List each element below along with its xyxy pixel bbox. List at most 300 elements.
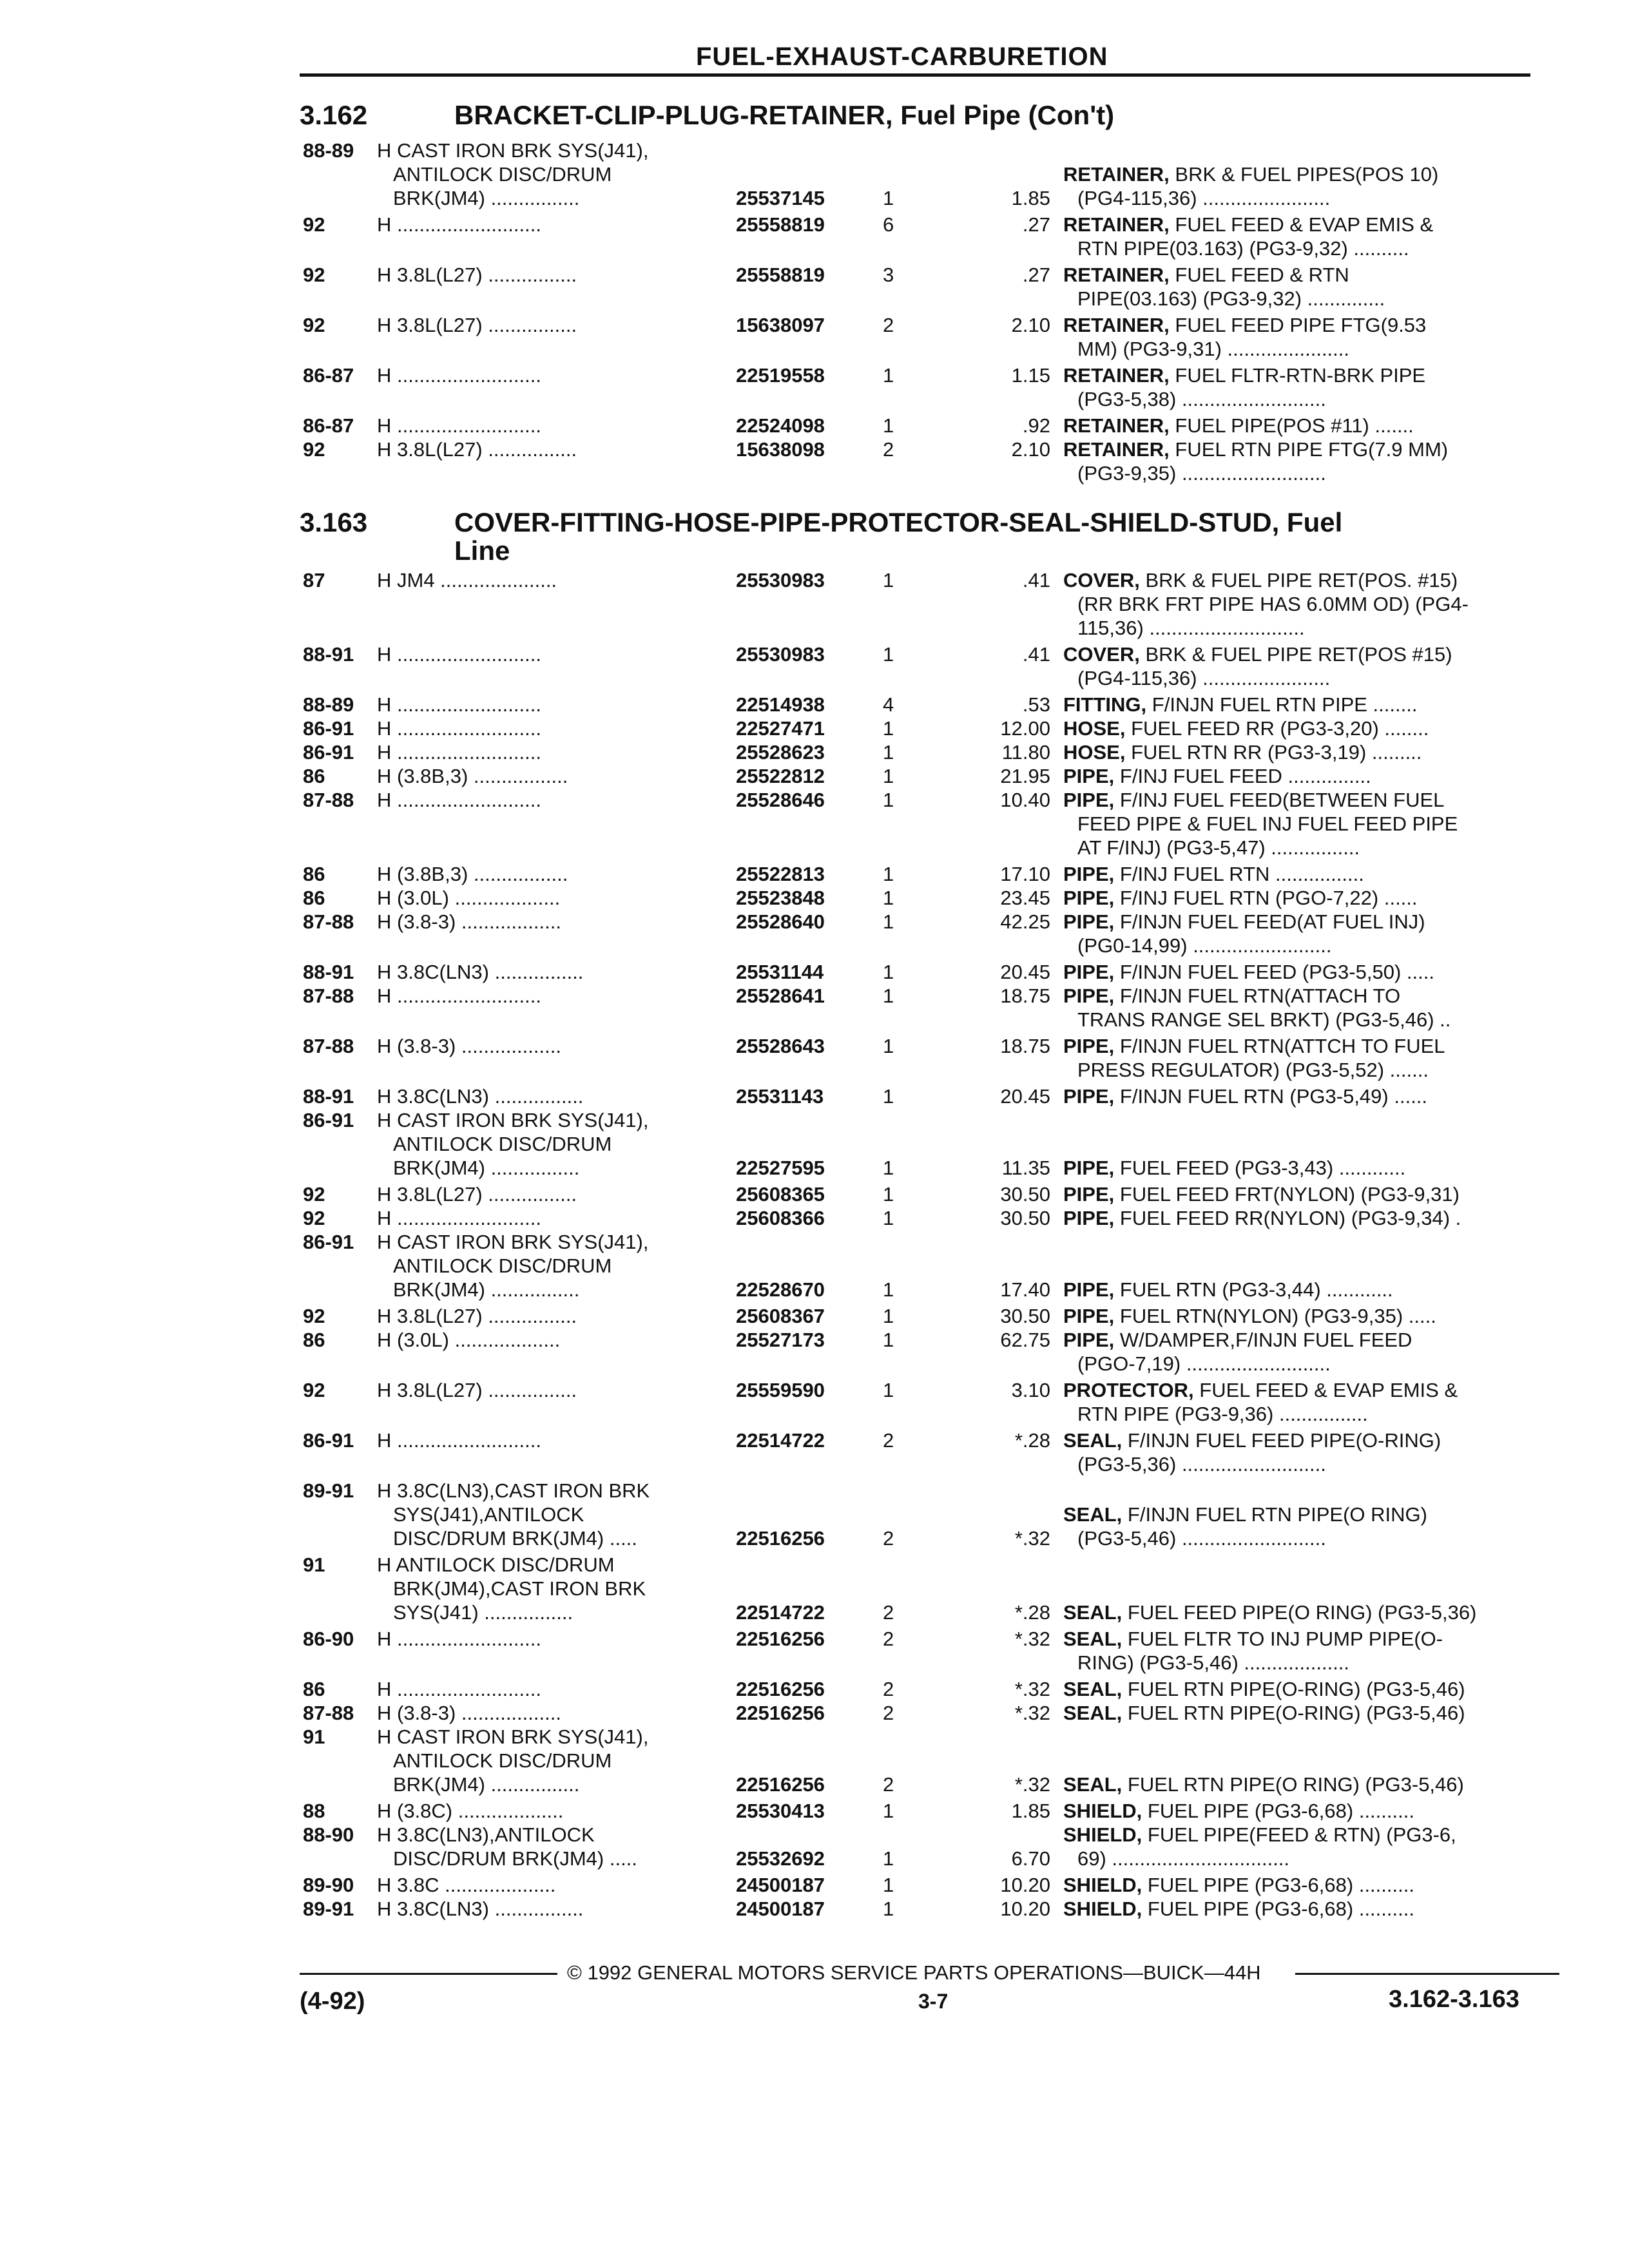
quantity: 2 [883,1601,894,1624]
part-number: 22528670 [736,1278,825,1301]
model-years: 87-88 [303,789,354,811]
usage-description: H 3.8C(LN3) ................ [377,1085,584,1108]
part-number: 22514722 [736,1429,825,1452]
part-row [303,693,1566,716]
part-detail: FUEL RTN(NYLON) (PG3-9,35) ..... [1119,1305,1436,1327]
part-name-description [1063,716,1429,740]
model-years: 86-90 [303,1628,354,1650]
model-years: 89-91 [303,1479,354,1502]
part-number: 25558819 [736,213,825,236]
part-detail: FUEL FEED & RTN [1175,264,1349,286]
price: 21.95 [1000,765,1050,787]
part-number: 25528623 [736,741,825,764]
price: *.32 [1014,1628,1050,1650]
model-years: 91 [303,1553,325,1576]
part-detail: F/INJN FUEL RTN(ATTCH TO FUEL [1119,1035,1445,1057]
part-name: HOSE, [1063,741,1126,764]
part-row [303,139,1566,210]
usage-description: H .......................... [377,717,541,740]
model-years: 86 [303,887,325,909]
part-number: 22516256 [736,1773,825,1796]
part-detail: FUEL FEED & EVAP EMIS & [1199,1379,1458,1401]
quantity: 1 [883,1898,894,1920]
part-number: 25522813 [736,863,825,885]
part-row [303,1378,1566,1426]
price: 10.40 [1000,789,1050,811]
part-number: 24500187 [736,1898,825,1920]
model-years: 87-88 [303,985,354,1007]
part-detail: F/INJN FUEL FEED (PG3-5,50) ..... [1119,961,1434,983]
part-row [303,910,1566,957]
model-years: 88-91 [303,643,354,666]
usage-description: H (3.8-3) .................. [377,910,561,933]
part-name: SHIELD, [1063,1823,1142,1846]
quantity: 1 [883,1329,894,1351]
usage-description: H 3.8L(L27) ................ [377,1183,577,1206]
price: 2.10 [1011,438,1050,461]
part-row [303,862,1566,886]
part-row [303,1108,1566,1180]
price: .92 [1022,414,1050,437]
part-name-description [1063,1600,1476,1624]
part-name-description [1063,1328,1412,1352]
part-name: SEAL, [1063,1429,1123,1452]
part-name-description [1063,1378,1458,1402]
model-years: 91 [303,1725,325,1748]
part-row [303,1479,1566,1550]
part-number: 25528640 [736,910,825,933]
part-detail: FUEL FEED & EVAP EMIS & [1175,213,1434,236]
usage-description: H CAST IRON BRK SYS(J41), [377,1725,649,1748]
part-row [303,740,1566,764]
usage-description: BRK(JM4) ................ [393,1157,580,1179]
model-years: 92 [303,264,325,286]
quantity: 1 [883,1305,894,1327]
part-name-description [1063,1156,1405,1180]
part-name-description [1063,886,1418,910]
part-description-cont: PIPE(03.163) (PG3-9,32) .............. [1077,287,1385,310]
part-name-description [1063,788,1444,812]
part-name: RETAINER, [1063,163,1170,186]
usage-description: H .......................... [377,693,541,716]
section-title [454,100,1114,131]
section-heading [300,507,1342,566]
part-description-cont: (PG3-5,46) .......................... [1077,1527,1326,1550]
part-description-cont: (PG3-5,38) .......................... [1077,388,1326,410]
part-detail: FUEL PIPE (PG3-6,68) .......... [1147,1898,1414,1920]
price: .27 [1022,264,1050,286]
part-number: 25531143 [736,1085,824,1108]
part-name: SEAL, [1063,1702,1123,1724]
part-number: 25530413 [736,1800,825,1822]
price: *.32 [1014,1702,1050,1724]
part-detail: F/INJ FUEL FEED ............... [1119,765,1371,787]
usage-description: H CAST IRON BRK SYS(J41), [377,1109,649,1131]
part-description-cont: TRANS RANGE SEL BRKT) (PG3-5,46) .. [1077,1008,1451,1031]
part-name: RETAINER, [1063,438,1170,461]
part-name-description [1063,1627,1443,1651]
footer-date: (4-92) [300,1988,365,2015]
price: 17.40 [1000,1278,1050,1301]
model-years: 86-91 [303,717,354,740]
quantity: 1 [883,414,894,437]
part-row [303,1084,1566,1108]
part-row [303,1553,1566,1624]
part-name-description [1063,162,1438,186]
part-detail: F/INJ FUEL FEED(BETWEEN FUEL [1119,789,1445,811]
price: 1.85 [1011,1800,1050,1822]
quantity: 1 [883,1035,894,1057]
quantity: 1 [883,187,894,209]
part-name: SEAL, [1063,1503,1123,1526]
part-name-description [1063,437,1448,461]
usage-description: DISC/DRUM BRK(JM4) ..... [393,1847,637,1870]
part-name-description [1063,263,1349,287]
quantity: 1 [883,643,894,666]
part-row [303,642,1566,690]
usage-description: H 3.8L(L27) ................ [377,1305,577,1327]
price: 18.75 [1000,1035,1050,1057]
price: 20.45 [1000,961,1050,983]
part-name-description [1063,764,1371,788]
part-name: PIPE, [1063,1183,1115,1206]
section-number: 3.162 [300,100,368,130]
usage-description: H 3.8L(L27) ................ [377,1379,577,1401]
part-name-description [1063,910,1425,934]
section-title-line-2: Line [454,535,510,566]
part-number: 24500187 [736,1874,825,1896]
usage-description: DISC/DRUM BRK(JM4) ..... [393,1527,637,1550]
quantity: 2 [883,1429,894,1452]
part-name: SEAL, [1063,1678,1123,1700]
part-name: PIPE, [1063,1035,1115,1057]
quantity: 2 [883,1773,894,1796]
quantity: 2 [883,1628,894,1650]
price: .41 [1022,569,1050,591]
usage-description: H .......................... [377,789,541,811]
usage-description: H .......................... [377,643,541,666]
price: *.28 [1014,1429,1050,1452]
part-description-cont: (PGO-7,19) .......................... [1077,1352,1331,1375]
part-number: 25530983 [736,569,825,591]
part-name: RETAINER, [1063,264,1170,286]
part-name: SHIELD, [1063,1874,1142,1896]
part-number: 25523848 [736,887,825,909]
footer-page-number: 3-7 [918,1990,949,2013]
price: *.32 [1014,1678,1050,1700]
usage-description: H .......................... [377,414,541,437]
part-number: 22527471 [736,717,825,740]
part-number: 15638097 [736,314,825,336]
part-number: 25532692 [736,1847,825,1870]
part-name: PIPE, [1063,985,1115,1007]
part-row [303,1701,1566,1725]
part-name: PIPE, [1063,887,1115,909]
footer-section-range: 3.162-3.163 [1389,1986,1519,2013]
part-name-description [1063,213,1433,236]
part-detail: F/INJN FUEL FEED(AT FUEL INJ) [1119,910,1425,933]
quantity: 1 [883,1800,894,1822]
part-name: SEAL, [1063,1773,1123,1796]
price: 6.70 [1011,1847,1050,1870]
part-detail: FUEL FEED RR (PG3-3,20) ........ [1131,717,1429,740]
part-detail: FUEL FEED PIPE FTG(9.53 [1175,314,1427,336]
model-years: 86 [303,863,325,885]
model-years: 92 [303,1183,325,1206]
part-row [303,1328,1566,1376]
part-description-cont: (PG4-115,36) ....................... [1077,667,1331,689]
part-name-description [1063,960,1434,984]
part-number: 22516256 [736,1678,825,1700]
price: 30.50 [1000,1183,1050,1206]
usage-description: BRK(JM4) ................ [393,1278,580,1301]
quantity: 1 [883,364,894,387]
part-detail: FUEL FEED RR(NYLON) (PG3-9,34) . [1119,1207,1461,1229]
part-row [303,984,1566,1032]
usage-description: H .......................... [377,1678,541,1700]
part-name: SHIELD, [1063,1800,1142,1822]
part-name-description [1063,1304,1436,1328]
quantity: 6 [883,213,894,236]
part-detail: FUEL FEED FRT(NYLON) (PG3-9,31) [1119,1183,1460,1206]
usage-description: SYS(J41),ANTILOCK [393,1503,584,1526]
part-row [303,437,1566,485]
part-name: PIPE, [1063,1329,1115,1351]
price: 42.25 [1000,910,1050,933]
quantity: 1 [883,1379,894,1401]
part-detail: W/DAMPER,F/INJN FUEL FEED [1119,1329,1412,1351]
model-years: 89-91 [303,1898,354,1920]
part-name: SEAL, [1063,1601,1123,1624]
part-name: COVER, [1063,643,1140,666]
usage-description: H 3.8C(LN3) ................ [377,961,584,983]
part-name: PIPE, [1063,789,1115,811]
quantity: 1 [883,789,894,811]
usage-description: H CAST IRON BRK SYS(J41), [377,1231,649,1253]
part-description-cont: PRESS REGULATOR) (PG3-5,52) ....... [1077,1059,1429,1081]
part-name-description [1063,363,1425,387]
quantity: 3 [883,264,894,286]
part-number: 15638098 [736,438,825,461]
part-row [303,213,1566,260]
part-detail: F/INJN FUEL RTN(ATTACH TO [1119,985,1401,1007]
part-row [303,414,1566,437]
part-name: PIPE, [1063,1278,1115,1301]
model-years: 86-91 [303,1109,354,1131]
price: 10.20 [1000,1874,1050,1896]
usage-description: H 3.8L(L27) ................ [377,314,577,336]
part-row [303,313,1566,361]
quantity: 2 [883,1527,894,1550]
part-detail: F/INJ FUEL RTN (PGO-7,22) ...... [1119,887,1418,909]
part-row [303,1677,1566,1701]
footer-rule-left [300,1973,557,1975]
usage-description: H (3.0L) ................... [377,887,561,909]
part-name-description [1063,1701,1465,1725]
part-detail: BRK & FUEL PIPES(POS 10) [1175,163,1439,186]
part-name-description [1063,862,1364,886]
quantity: 1 [883,765,894,787]
part-name-description [1063,1503,1427,1526]
model-years: 89-90 [303,1874,354,1896]
model-years: 92 [303,314,325,336]
part-number: 22527595 [736,1157,825,1179]
part-row [303,1725,1566,1796]
model-years: 86 [303,765,325,787]
price: .27 [1022,213,1050,236]
part-name-description [1063,313,1426,337]
part-name: RETAINER, [1063,314,1170,336]
part-row [303,764,1566,788]
part-detail: FUEL RTN RR (PG3-3,19) ......... [1131,741,1422,764]
footer-copyright: © 1992 GENERAL MOTORS SERVICE PARTS OPERATIONS—BUICK—44H [567,1961,1261,1984]
price: 18.75 [1000,985,1050,1007]
model-years: 92 [303,1207,325,1229]
part-name-description [1063,1677,1465,1701]
quantity: 1 [883,1207,894,1229]
part-name: RETAINER, [1063,213,1170,236]
part-row [303,886,1566,910]
part-name-description [1063,1084,1427,1108]
usage-description: ANTILOCK DISC/DRUM [393,1133,612,1155]
part-name: PIPE, [1063,863,1115,885]
part-detail: FUEL RTN PIPE FTG(7.9 MM) [1175,438,1449,461]
quantity: 2 [883,1702,894,1724]
quantity: 1 [883,1874,894,1896]
part-description-cont: (PG0-14,99) ......................... [1077,934,1332,957]
part-name-description [1063,1823,1456,1847]
model-years: 92 [303,1305,325,1327]
quantity: 1 [883,887,894,909]
part-description-cont: 69) ................................ [1077,1847,1290,1870]
model-years: 87 [303,569,325,591]
section-title [454,507,1342,566]
part-name: RETAINER, [1063,364,1170,387]
part-name: SEAL, [1063,1628,1123,1650]
part-description-cont: 115,36) ............................ [1077,617,1305,639]
quantity: 2 [883,438,894,461]
part-name-description [1063,414,1414,437]
price: 17.10 [1000,863,1050,885]
part-name-description [1063,693,1417,716]
model-years: 88-90 [303,1823,354,1846]
part-detail: BRK & FUEL PIPE RET(POS #15) [1145,643,1452,666]
price: 2.10 [1011,314,1050,336]
part-description-cont: FEED PIPE & FUEL INJ FUEL FEED PIPE [1077,812,1458,835]
part-number: 22516256 [736,1527,825,1550]
part-description-cont: (PG3-5,36) .......................... [1077,1453,1326,1475]
part-name-description [1063,1428,1441,1452]
model-years: 86-91 [303,1429,354,1452]
part-row [303,1206,1566,1230]
part-number: 22524098 [736,414,825,437]
part-row [303,1873,1566,1897]
part-description-cont: RING) (PG3-5,46) ................... [1077,1651,1350,1674]
part-row [303,1182,1566,1206]
price: 1.85 [1011,187,1050,209]
part-number: 25522812 [736,765,825,787]
usage-description: H 3.8C(LN3),CAST IRON BRK [377,1479,650,1502]
part-number: 22516256 [736,1702,825,1724]
price: 62.75 [1000,1329,1050,1351]
quantity: 1 [883,717,894,740]
quantity: 4 [883,693,894,716]
part-name-description [1063,984,1400,1008]
quantity: 1 [883,1085,894,1108]
price: 12.00 [1000,717,1050,740]
part-number: 25530983 [736,643,825,666]
part-name: PIPE, [1063,910,1115,933]
part-description-cont: MM) (PG3-9,31) ...................... [1077,338,1350,360]
part-name: PROTECTOR, [1063,1379,1194,1401]
part-row [303,568,1566,640]
model-years: 86-91 [303,1231,354,1253]
part-detail: FUEL PIPE(FEED & RTN) (PG3-6, [1147,1823,1456,1846]
part-number: 25558819 [736,264,825,286]
part-name-description [1063,568,1458,592]
part-detail: F/INJ FUEL RTN ................ [1119,863,1364,885]
part-description-cont: AT F/INJ) (PG3-5,47) ................ [1077,836,1360,859]
header-rule [300,73,1530,77]
part-detail: FUEL RTN (PG3-3,44) ............ [1119,1278,1393,1301]
part-name-description [1063,1799,1414,1823]
part-number: 25537145 [736,187,825,209]
model-years: 86 [303,1678,325,1700]
model-years: 87-88 [303,1035,354,1057]
quantity: 1 [883,741,894,764]
usage-description: H .......................... [377,1207,541,1229]
part-number: 25528646 [736,789,825,811]
price: 23.45 [1000,887,1050,909]
part-detail: FUEL PIPE(POS #11) ....... [1175,414,1414,437]
usage-description: H 3.8C .................... [377,1874,556,1896]
part-name-description [1063,642,1452,666]
part-name-description [1063,1278,1393,1302]
quantity: 1 [883,910,894,933]
part-description-cont: RTN PIPE (PG3-9,36) ................ [1077,1403,1368,1425]
usage-description: ANTILOCK DISC/DRUM [393,1254,612,1277]
price: 30.50 [1000,1305,1050,1327]
usage-description: H .......................... [377,985,541,1007]
part-row [303,263,1566,311]
usage-description: H .......................... [377,1429,541,1452]
part-name: FITTING, [1063,693,1147,716]
part-description-cont: (RR BRK FRT PIPE HAS 6.0MM OD) (PG4- [1077,593,1469,615]
model-years: 86-87 [303,364,354,387]
part-number: 25608365 [736,1183,825,1206]
part-number: 25559590 [736,1379,825,1401]
quantity: 1 [883,1847,894,1870]
section-heading [300,100,1114,131]
part-detail: FUEL RTN PIPE(O-RING) (PG3-5,46) [1127,1678,1465,1700]
part-description-cont: (PG3-9,35) .......................... [1077,462,1326,485]
part-detail: FUEL RTN PIPE(O RING) (PG3-5,46) [1127,1773,1464,1796]
part-detail: BRK & FUEL PIPE RET(POS. #15) [1145,569,1458,591]
part-name: SHIELD, [1063,1898,1142,1920]
usage-description: H ANTILOCK DISC/DRUM [377,1553,615,1576]
quantity: 1 [883,1278,894,1301]
quantity: 1 [883,1157,894,1179]
part-number: 25527173 [736,1329,825,1351]
usage-description: H (3.8C) ................... [377,1800,564,1822]
usage-description: H .......................... [377,1628,541,1650]
part-number: 25531144 [736,961,824,983]
part-name-description [1063,1034,1445,1058]
part-detail: FUEL PIPE (PG3-6,68) .......... [1147,1874,1414,1896]
part-number: 25608366 [736,1207,825,1229]
part-row [303,1627,1566,1675]
quantity: 2 [883,314,894,336]
